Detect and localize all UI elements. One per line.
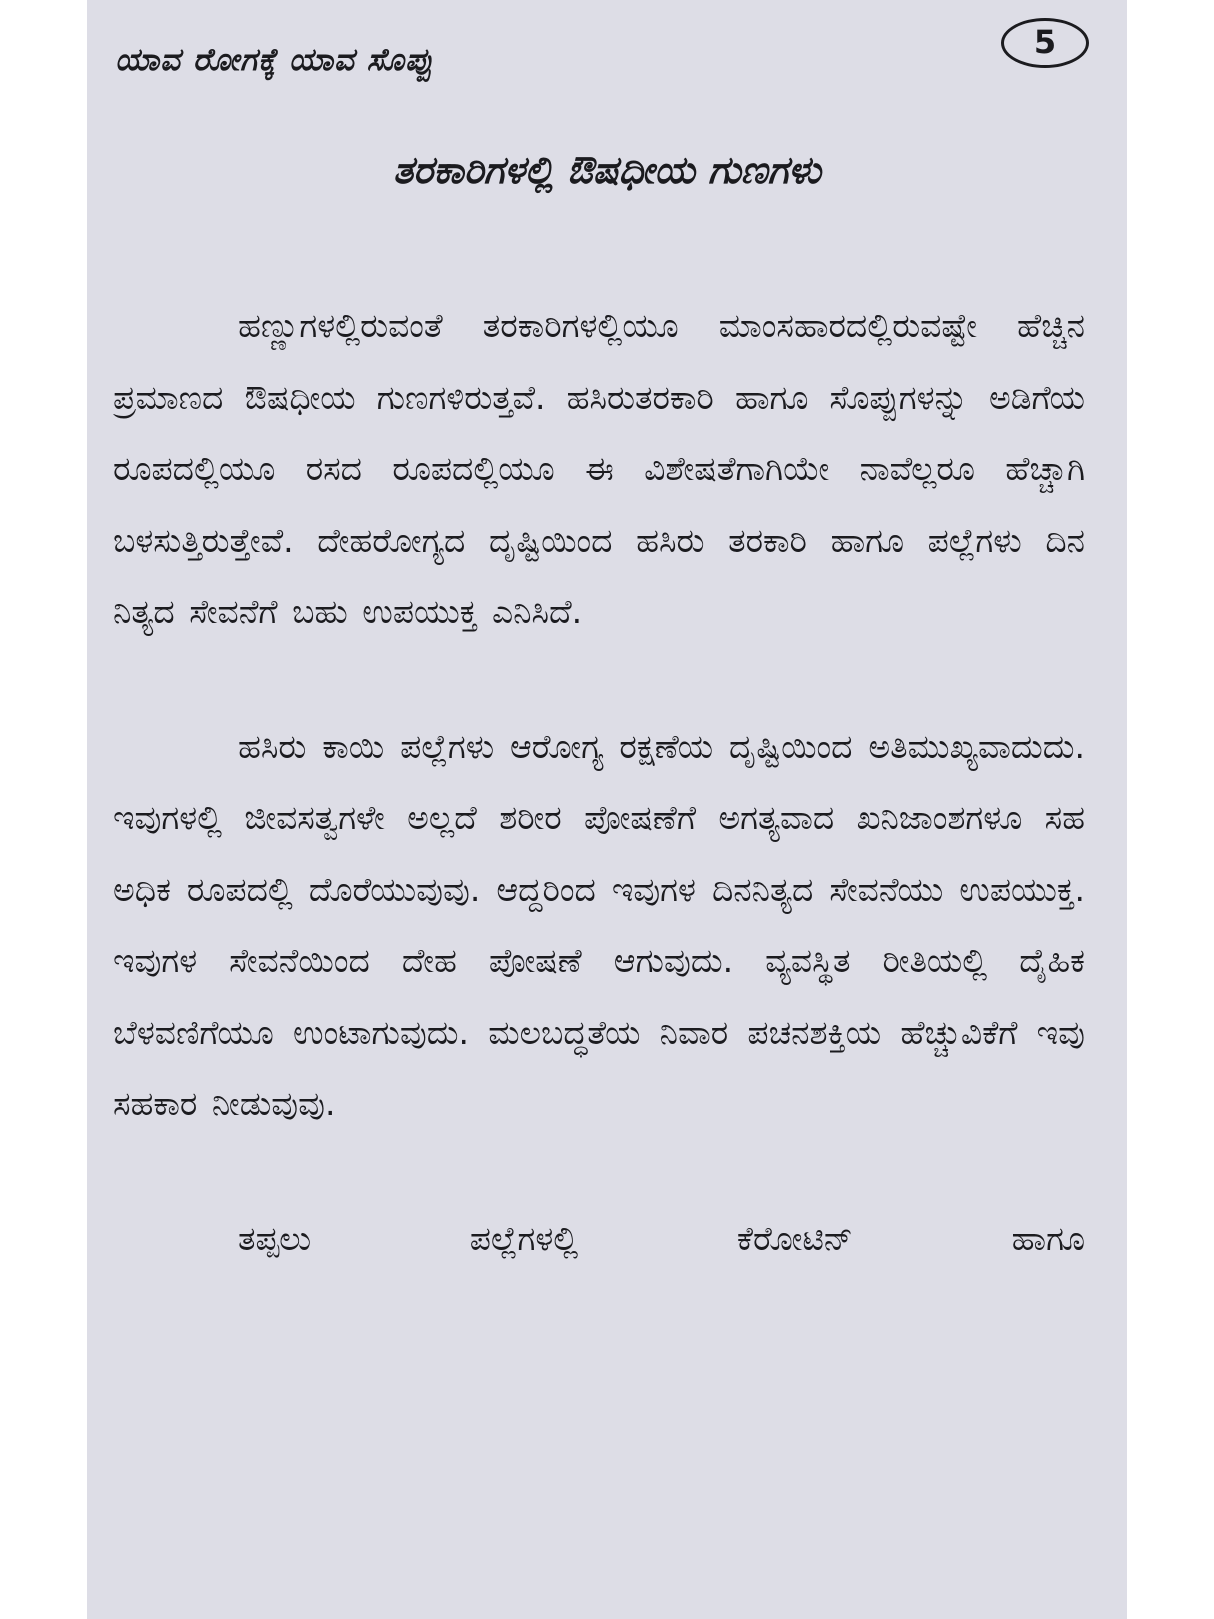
page-heading: ತರಕಾರಿಗಳಲ್ಲಿ ಔಷಧೀಯ ಗುಣಗಳು (392, 148, 821, 192)
book-page (87, 0, 1127, 1619)
running-head: ಯಾವ ರೋಗಕ್ಕೆ ಯಾವ ಸೊಪ್ಪು (115, 42, 434, 78)
paragraph-1: ಹಣ್ಣುಗಳಲ್ಲಿರುವಂತೆ ತರಕಾರಿಗಳಲ್ಲಿಯೂ ಮಾಂಸಹಾರದಲ್ಲಿರುವಷ್ಟೇ ಹೆಚ್ಚಿನ ಪ್ರಮಾಣದ ಔಷಧೀಯ ಗುಣಗಳಿರುತ್ತವೆ. ಹಸಿರುತರಕಾರಿ ಹಾಗೂ ಸೊಪ್ಪುಗಳನ್ನು ಅಡಿಗೆಯ ರೂಪದಲ್ಲಿಯೂ ರಸದ ರೂಪದಲ್ಲಿಯೂ ಈ ವಿಶೇಷತೆಗಾಗಿಯೇ ನಾವೆಲ್ಲರೂ ಹೆಚ್ಚಾಗಿ ಬಳಸುತ್ತಿರುತ್ತೇವೆ. ದೇಹರೋಗ್ಯದ ದೃಷ್ಟಿಯಿಂದ ಹಸಿರು ತರಕಾರಿ ಹಾಗೂ ಪಲ್ಲೆಗಳು ದಿನ ನಿತ್ಯದ ಸೇವನೆಗೆ ಬಹು ಉಪಯುಕ್ತ ಎನಿಸಿದೆ. (113, 306, 1085, 631)
body-text (113, 290, 1085, 1274)
page-number: 5 (1001, 18, 1089, 68)
paragraph-2: ಹಸಿರು ಕಾಯಿ ಪಲ್ಲೆಗಳು ಆರೋಗ್ಯ ರಕ್ಷಣೆಯ ದೃಷ್ಟಿಯಿಂದ ಅತಿಮುಖ್ಯವಾದುದು. ಇವುಗಳಲ್ಲಿ ಜೀವಸತ್ವಗಳೇ ಅಲ್ಲದೆ ಶರೀರ ಪೋಷಣೆಗೆ ಅಗತ್ಯವಾದ ಖನಿಜಾಂಶಗಳೂ ಸಹ ಅಧಿಕ ರೂಪದಲ್ಲಿ ದೊರೆಯುವುವು. ಆದ್ದರಿಂದ ಇವುಗಳ ದಿನನಿತ್ಯದ ಸೇವನೆಯು ಉಪಯುಕ್ತ. ಇವುಗಳ ಸೇವನೆಯಿಂದ ದೇಹ ಪೋಷಣೆ ಆಗುವುದು. ವ್ಯವಸ್ಥಿತ ರೀತಿಯಲ್ಲಿ ದೈಹಿಕ ಬೆಳವಣಿಗೆಯೂ ಉಂಟಾಗುವುದು. ಮಲಬದ್ಧತೆಯ ನಿವಾರ ಪಚನಶಕ್ತಿಯ ಹೆಚ್ಚುವಿಕೆಗೆ ಇವು ಸಹಕಾರ ನೀಡುವುವು. (113, 726, 1085, 1123)
paragraph-3: ತಪ್ಪಲು ಪಲ್ಲೆಗಳಲ್ಲಿ ಕೆರೋಟಿನ್ ಹಾಗೂ (238, 1218, 1085, 1258)
